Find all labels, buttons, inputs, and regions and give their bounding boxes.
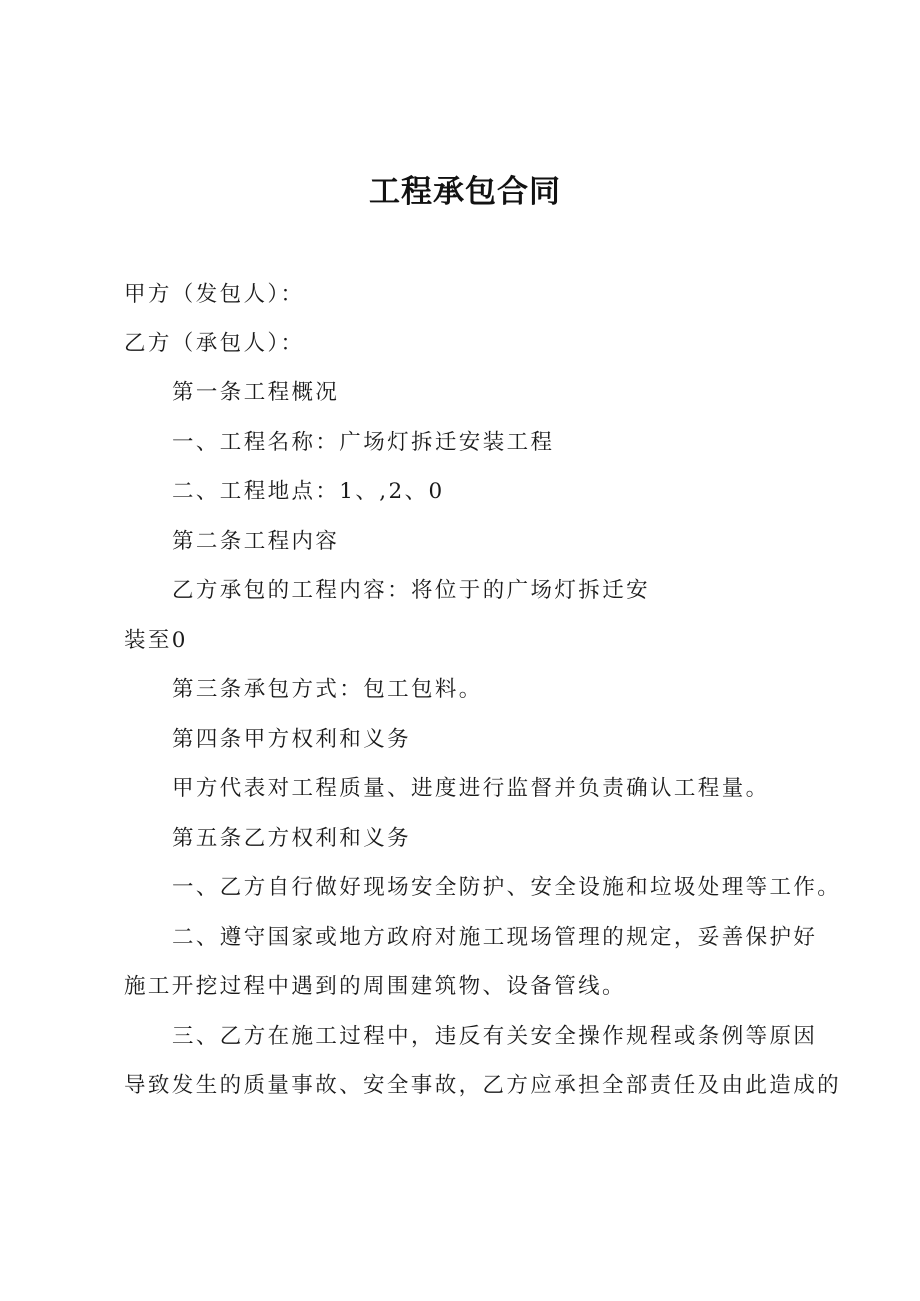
article-1-heading: 第一条工程概况 <box>172 380 340 405</box>
party-b-line: 乙方（承包人）： <box>124 331 305 356</box>
party-a-line: 甲方（发包人）： <box>124 282 305 307</box>
party-b-duty-1: 一、乙方自行做好现场安全防护、安全设施和垃圾处理等工作。 <box>172 875 842 900</box>
scope-line-cont: 装至0 <box>124 628 188 653</box>
project-name-line: 一、工程名称：广场灯拆迁安装工程 <box>172 430 555 455</box>
article-2-heading: 第二条工程内容 <box>172 529 340 554</box>
document-title: 工程承包合同 <box>369 174 561 210</box>
party-b-duty-3: 三、乙方在施工过程中，违反有关安全操作规程或条例等原因 <box>172 1024 818 1049</box>
party-b-duty-2-cont: 施工开挖过程中遇到的周围建筑物、设备管线。 <box>124 974 626 999</box>
article-4-heading: 第四条甲方权利和义务 <box>172 727 412 752</box>
scope-line: 乙方承包的工程内容：将位于的广场灯拆迁安 <box>172 578 651 603</box>
article-3-line: 第三条承包方式：包工包料。 <box>172 677 483 702</box>
party-a-duty-line: 甲方代表对工程质量、进度进行监督并负责确认工程量。 <box>172 776 770 801</box>
party-b-duty-2: 二、遵守国家或地方政府对施工现场管理的规定，妥善保护好 <box>172 925 818 950</box>
project-site-line: 二、工程地点：1、,2、0 <box>172 479 445 504</box>
article-5-heading: 第五条乙方权利和义务 <box>172 826 412 851</box>
party-b-duty-3-cont: 导致发生的质量事故、安全事故，乙方应承担全部责任及由此造成的 <box>124 1073 842 1098</box>
